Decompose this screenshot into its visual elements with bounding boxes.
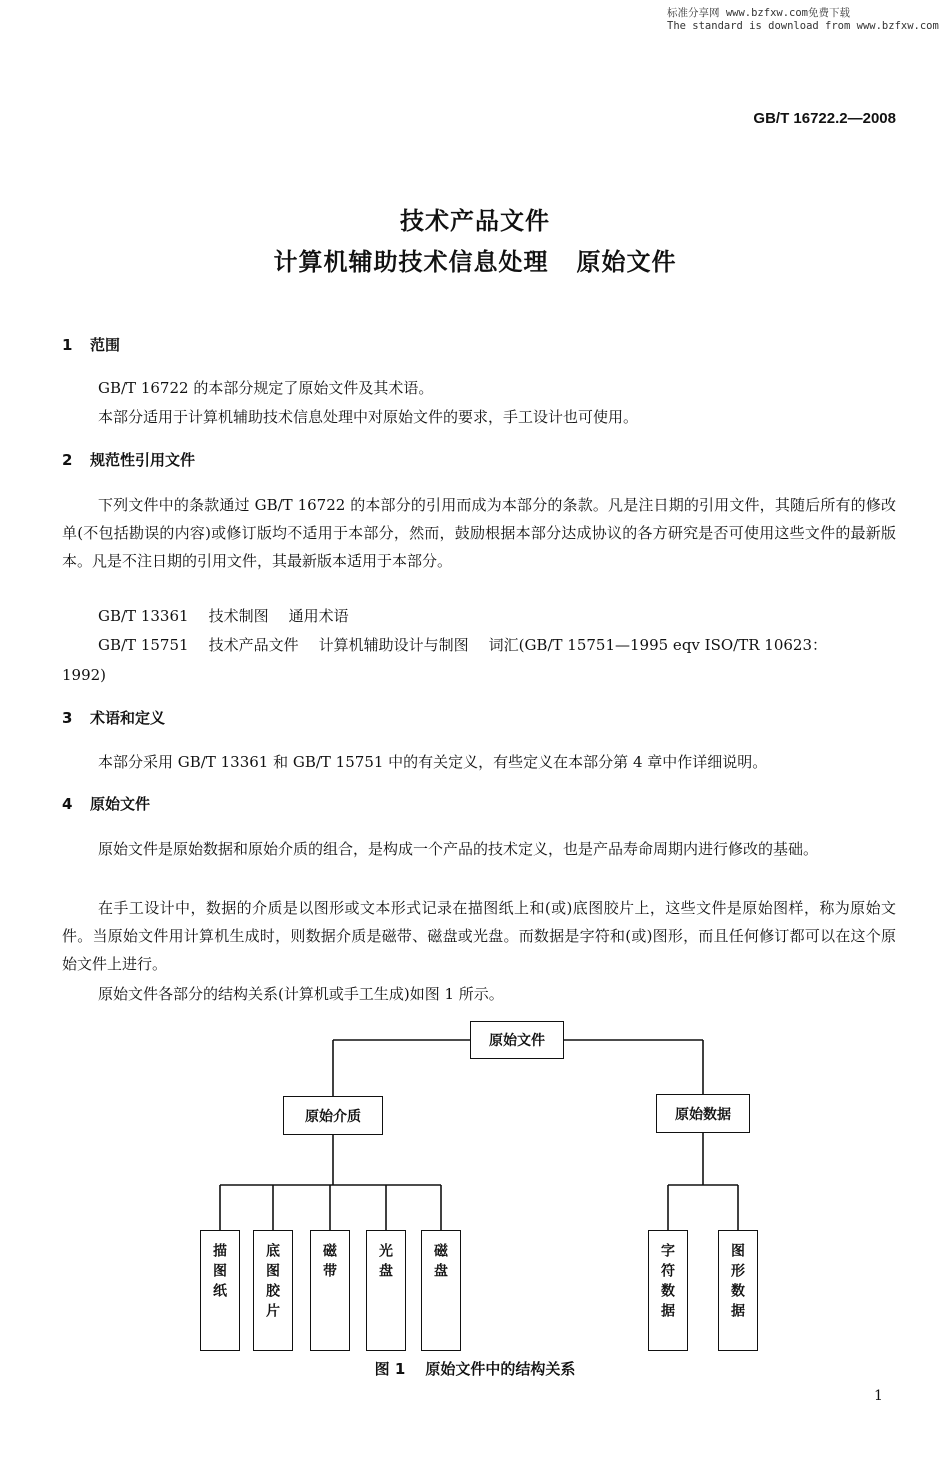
section-number: 1 <box>62 336 73 354</box>
heading-text: 原始文件 <box>90 795 151 813</box>
media-box-tracing-paper: 描图纸 <box>200 1230 240 1351</box>
reference-1 <box>98 605 369 626</box>
reference-2-continuation: 1992) <box>62 666 107 684</box>
section-2-paragraph-1: 下列文件中的条款通过 GB/T 16722 的本部分的引用而成为本部分的条款。凡是注日期的引用文件，其随后所有的修改单(不包括勘误的内容)或修订版均不适用于本部分，然而，鼓励根据本部分达成协议的各方研究是否可使用这些文件的最新版本。凡是不注日期的引用文件，其最新版本适用于本部分。 <box>62 496 896 570</box>
heading-text: 规范性引用文件 <box>90 451 196 469</box>
caption-number: 图 1 <box>374 1360 406 1378</box>
section-1-paragraph-2: 本部分适用于计算机辅助技术信息处理中对原始文件的要求，手工设计也可使用。 <box>98 408 639 426</box>
section-number: 4 <box>62 795 73 813</box>
section-1-paragraph-1: GB/T 16722 的本部分规定了原始文件及其术语。 <box>98 379 434 397</box>
data-box-graphic-data: 图形数据 <box>718 1230 758 1351</box>
section-4-paragraph-1: 原始文件是原始数据和原始介质的组合，是构成一个产品的技术定义，也是产品寿命周期内进行修改的基础。 <box>98 840 819 858</box>
caption-text: 原始文件中的结构关系 <box>425 1360 576 1378</box>
media-box-tape: 磁带 <box>310 1230 350 1351</box>
section-3-paragraph-1: 本部分采用 GB/T 13361 和 GB/T 15751 中的有关定义，有些定义在本部分第 4 章中作详细说明。 <box>98 753 768 771</box>
section-3-heading <box>62 707 165 728</box>
heading-text: 范围 <box>90 336 121 354</box>
media-group-box: 原始介质 <box>283 1096 383 1135</box>
data-box-character-data: 字符数据 <box>648 1230 688 1351</box>
reference-2 <box>98 634 827 655</box>
figure-caption <box>0 1358 950 1379</box>
media-box-magnetic-disk: 磁盘 <box>421 1230 461 1351</box>
media-box-optical-disc: 光盘 <box>366 1230 406 1351</box>
title-part-b: 原始文件 <box>576 248 677 276</box>
ref-name-3: 词汇(GB/T 15751—1995 eqv ISO/TR 10623： <box>488 636 827 654</box>
title-part-a: 计算机辅助技术信息处理 <box>273 248 549 276</box>
section-4-heading <box>62 793 150 814</box>
ref-name-2: 计算机辅助设计与制图 <box>318 636 469 654</box>
ref-code: GB/T 15751 <box>98 636 189 654</box>
title-line-1: 技术产品文件 <box>400 207 550 235</box>
section-4-paragraph-3: 原始文件各部分的结构关系(计算机或手工生成)如图 1 所示。 <box>98 985 504 1003</box>
section-4-paragraph-2: 在手工设计中，数据的介质是以图形或文本形式记录在描图纸上和(或)底图胶片上，这些文件是原始图样，称为原始文件。当原始文件用计算机生成时，则数据介质是磁带、磁盘或光盘。而数据是字符和(或)图形，而且任何修订都可以在这个原始文件上进行。 <box>62 899 896 973</box>
page-number: 1 <box>874 1388 883 1404</box>
ref-name-2: 通用术语 <box>288 607 349 625</box>
section-2-heading <box>62 449 195 470</box>
section-1-heading <box>62 334 120 355</box>
ref-name-1: 技术产品文件 <box>208 636 299 654</box>
title-line-2 <box>0 242 950 277</box>
standard-number: GB/T 16722.2—2008 <box>753 110 896 127</box>
ref-code: GB/T 13361 <box>98 607 189 625</box>
watermark-line-1: 标准分享网 www.bzfxw.com免费下载 <box>667 7 851 19</box>
watermark-line-2: The standard is download from www.bzfxw.com <box>667 20 939 32</box>
data-group-box: 原始数据 <box>656 1094 750 1133</box>
section-number: 2 <box>62 451 73 469</box>
heading-text: 术语和定义 <box>90 709 166 727</box>
media-box-base-film: 底图胶片 <box>253 1230 293 1351</box>
section-number: 3 <box>62 709 73 727</box>
root-box: 原始文件 <box>470 1021 564 1059</box>
ref-name-1: 技术制图 <box>208 607 269 625</box>
